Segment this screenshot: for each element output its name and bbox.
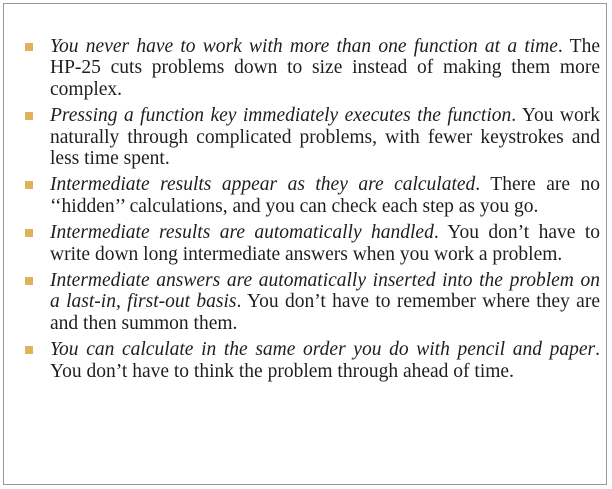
item-lead: Intermediate answers are automatically inserted into the problem on a last-in, first-out basis [50,270,600,313]
item-text: . You work naturally through complicated problems, with fewer keystrokes and less time spent. [50,105,600,170]
list-item [20,339,600,382]
feature-list [20,36,600,387]
list-item [20,222,600,265]
list-item [20,174,600,217]
item-lead: You can calculate in the same order you do with pencil and paper [50,339,596,361]
item-text: . You don’t have to remember where they are and then summon them. [50,291,600,334]
bullet-square-icon [25,277,33,285]
item-text: . There are no ‘‘hidden’’ calculations, and you can check each step as you go. [50,174,600,217]
item-lead: Pressing a function key immediately executes the function [50,105,512,127]
bullet-square-icon [25,229,33,237]
bullet-square-icon [25,43,33,51]
bullet-square-icon [25,112,33,120]
item-lead: Intermediate results appear as they are calculated [50,174,476,196]
item-lead: You never have to work with more than one function at a time [50,36,558,57]
item-text: . The HP-25 cuts problems down to size instead of making them more complex. [50,36,600,100]
bullet-square-icon [25,181,33,189]
list-item [20,270,600,334]
list-item [20,36,600,100]
bullet-square-icon [25,346,33,354]
list-item [20,105,600,169]
item-text: . You don’t have to write down long intermediate answers when you work a problem. [50,222,600,265]
item-text: . You don’t have to think the problem through ahead of time. [50,339,600,382]
document-frame [3,3,607,485]
item-lead: Intermediate results are automatically handled [50,222,434,244]
